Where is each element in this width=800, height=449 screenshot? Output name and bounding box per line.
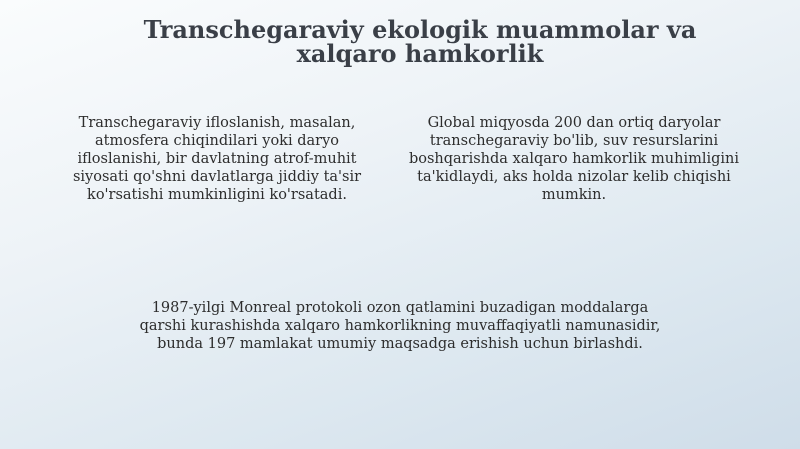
paragraph-montreal-protocol: 1987-yilgi Monreal protokoli ozon qatlamini buzadigan moddalarga qarshi kurashishda xalqaro hamkorlikning muvaffaqiyatli namunasidir, bunda 197 mamlakat umumiy maqsadga erishish uchun birlashdi. <box>139 300 661 352</box>
slide-title: Transchegaraviy ekologik muammolar va xalqaro hamkorlik <box>143 15 697 68</box>
paragraph-transboundary-pollution: Transchegaraviy ifloslanish, masalan, atmosfera chiqindilari yoki daryo ifloslanishi, bir davlatning atrof-muhit siyosati qo'shni davlatlarga jiddiy ta'sir ko'rsatishi mumkinligini ko'rsatadi. <box>72 115 362 203</box>
paragraph-transboundary-rivers: Global miqyosda 200 dan ortiq daryolar transchegaraviy bo'lib, suv resurslarini boshqarishda xalqaro hamkorlik muhimligini ta'kidlaydi, aks holda nizolar kelib chiqishi mumkin. <box>408 115 740 203</box>
